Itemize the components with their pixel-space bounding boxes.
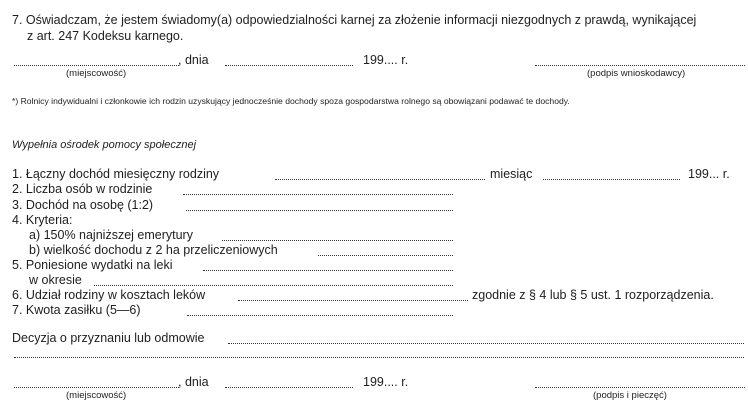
signature-caption-bottom: (podpis i pieczęć) [593, 390, 667, 401]
item-1-year-label: 199... r. [688, 167, 730, 181]
item-4a-label: a) 150% najniższej emerytury [29, 228, 193, 242]
item-3-field[interactable] [186, 210, 453, 211]
item-3-label: 3. Dochód na osobę (1:2) [12, 198, 154, 212]
date-field-bottom[interactable] [225, 387, 353, 388]
item-5-field[interactable] [203, 270, 453, 271]
item-2-label: 2. Liczba osób w rodzinie [12, 182, 153, 196]
place-caption-bottom: (miejscowość) [66, 390, 127, 401]
declaration-line-2: z art. 247 Kodeksu karnego. [27, 29, 184, 43]
signature-field-top[interactable] [535, 65, 745, 66]
decision-field-2[interactable] [14, 357, 744, 358]
item-4b-label: b) wielkość dochodu z 2 ha przeliczeniowych [29, 243, 278, 257]
date-field-top[interactable] [225, 65, 353, 66]
signature-field-bottom[interactable] [535, 387, 745, 388]
item-5-period-field[interactable] [94, 285, 453, 286]
item-4a-field[interactable] [222, 240, 453, 241]
item-5-label: 5. Poniesione wydatki na leki [12, 258, 173, 272]
item-6-field[interactable] [238, 300, 468, 301]
date-label-top: , dnia [178, 53, 209, 67]
item-1-month-field[interactable] [543, 179, 680, 180]
decision-field-1[interactable] [228, 343, 744, 344]
item-7-label: 7. Kwota zasiłku (5—6) [12, 303, 141, 317]
year-label-bottom: 199.... r. [363, 375, 409, 389]
place-field-top[interactable] [14, 65, 179, 66]
item-4-label: 4. Kryteria: [12, 213, 73, 227]
declaration-line-1: 7. Oświadczam, że jestem świadomy(a) odpowiedzialności karnej za złożenie informacji niezgodnych z prawdą, wynikającej [12, 13, 697, 27]
item-4b-field[interactable] [318, 255, 453, 256]
item-1-label: 1. Łączny dochód miesięczny rodziny [12, 167, 220, 181]
item-6-tail: zgodnie z § 4 lub § 5 ust. 1 rozporządzenia. [472, 288, 714, 302]
item-1-month-label: miesiąc [490, 167, 533, 181]
signature-caption-top: (podpis wnioskodawcy) [587, 68, 686, 79]
decision-label: Decyzja o przyznaniu lub odmowie [12, 331, 205, 345]
year-label-top: 199.... r. [363, 53, 409, 67]
item-2-field[interactable] [183, 194, 453, 195]
place-caption-top: (miejscowość) [66, 68, 127, 79]
place-field-bottom[interactable] [14, 387, 179, 388]
item-7-field[interactable] [187, 315, 453, 316]
section-title: Wypełnia ośrodek pomocy społecznej [12, 139, 197, 151]
item-1-field[interactable] [275, 179, 485, 180]
item-5-period-label: w okresie [29, 273, 82, 287]
footnote: *) Rolnicy indywidualni i członkowie ich rodzin uzyskujący jednocześnie dochody spoza gospodarstwa rolnego są obowiązani podawać te dochody. [12, 96, 570, 106]
date-label-bottom: , dnia [178, 375, 209, 389]
item-6-label: 6. Udział rodziny w kosztach leków [12, 288, 206, 302]
